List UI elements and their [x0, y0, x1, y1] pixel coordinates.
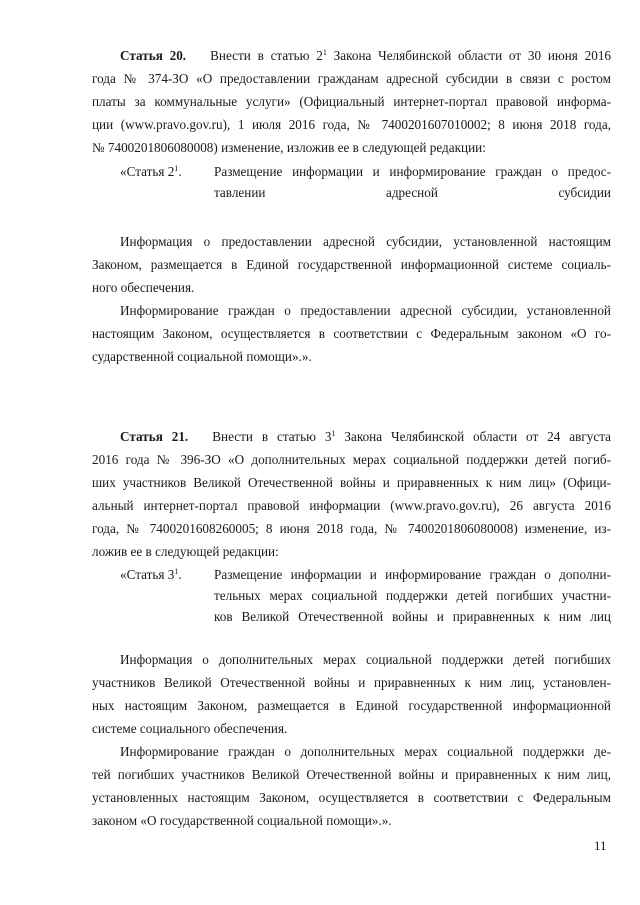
quoted-article-title-line: Размещение информации и информирование граждан о предос-	[214, 164, 611, 179]
article-21-text: Внести в статью 3	[212, 429, 332, 444]
quoted-article-number	[120, 567, 182, 583]
text-line: настоящим Законом, осуществляется в соответствии с Федеральным законом «О го-	[92, 326, 611, 341]
text-line: ложив ее в следующей редакции:	[92, 544, 279, 559]
text-line: системе социального обеспечения.	[92, 721, 288, 736]
text-line: сударственной социальной помощи».».	[92, 349, 312, 364]
superscript: 1	[174, 567, 179, 576]
text-line: альный интернет-портал правовой информации (www.pravo.gov.ru), 26 августа 2016	[92, 498, 611, 513]
article-20-text: Внести в статью 2	[210, 48, 323, 63]
quoted-article-dot: .	[178, 164, 182, 179]
quoted-article-title-line: ков Великой Отечественной войны и приравненных к ним лиц	[214, 609, 611, 624]
superscript: 1	[322, 48, 327, 57]
text-line: законом «О государственной социальной помощи».».	[92, 813, 392, 828]
text-line: Законом, размещается в Единой государственной информационной системе социаль-	[92, 257, 611, 272]
text-line: года № 374-ЗО «О предоставлении гражданам адресной субсидии в связи с ростом	[92, 71, 611, 86]
superscript: 1	[174, 164, 179, 173]
quoted-article-dot: .	[178, 567, 182, 582]
text-line: Информирование граждан о дополнительных мерах социальной поддержки де-	[120, 744, 611, 759]
text-line: № 7400201806080008) изменение, изложив ее в следующей редакции:	[92, 140, 486, 155]
article-21-heading-line	[120, 429, 611, 445]
text-line: установленных настоящим Законом, осуществляется в соответствии с Федеральным	[92, 790, 611, 805]
text-line: участников Великой Отечественной войны и приравненных к ним лиц, установлен-	[92, 675, 611, 690]
quoted-article-title-line: Размещение информации и информирование граждан о дополни-	[214, 567, 611, 582]
article-21-text-tail: Закона Челябинской области от 24 августа	[335, 429, 611, 444]
article-20-heading-line	[120, 48, 611, 64]
text-line: ного обеспечения.	[92, 280, 195, 295]
text-line: ных настоящим Законом, размещается в Единой государственной информационной	[92, 698, 611, 713]
quoted-article-title-line: тавлении адресной субсидии	[214, 185, 611, 200]
superscript: 1	[331, 429, 336, 438]
quoted-article-title-line: тельных мерах социальной поддержки детей погибших участни-	[214, 588, 611, 603]
text-line: года, № 7400201608260005; 8 июня 2018 года, № 7400201806080008) изменение, из-	[92, 521, 611, 536]
quoted-article-label: «Статья 3	[120, 567, 175, 582]
text-line: Информирование граждан о предоставлении адресной субсидии, установленной	[120, 303, 611, 318]
text-line: ших участников Великой Отечественной войны и приравненных к ним лиц» (Офици-	[92, 475, 611, 490]
article-20-text-tail: Закона Челябинской области от 30 июня 2016	[326, 48, 612, 63]
text-line: тей погибших участников Великой Отечественной войны и приравненных к ним лиц,	[92, 767, 611, 782]
article-21-title: Статья 21.	[120, 429, 189, 444]
text-line: платы за коммунальные услуги» (Официальный интернет-портал правовой информа-	[92, 94, 611, 109]
page-number: 11	[594, 838, 607, 853]
text-line: Информация о дополнительных мерах социальной поддержки детей погибших	[120, 652, 611, 667]
quoted-article-number	[120, 164, 182, 180]
quoted-article-label: «Статья 2	[120, 164, 175, 179]
text-line: ции (www.pravo.gov.ru), 1 июля 2016 года, № 7400201607010002; 8 июня 2018 года,	[92, 117, 611, 132]
text-line: Информация о предоставлении адресной субсидии, установленной настоящим	[120, 234, 611, 249]
article-20-title: Статья 20.	[120, 48, 187, 63]
text-line: 2016 года № 396-ЗО «О дополнительных мерах социальной поддержки детей погиб-	[92, 452, 611, 467]
